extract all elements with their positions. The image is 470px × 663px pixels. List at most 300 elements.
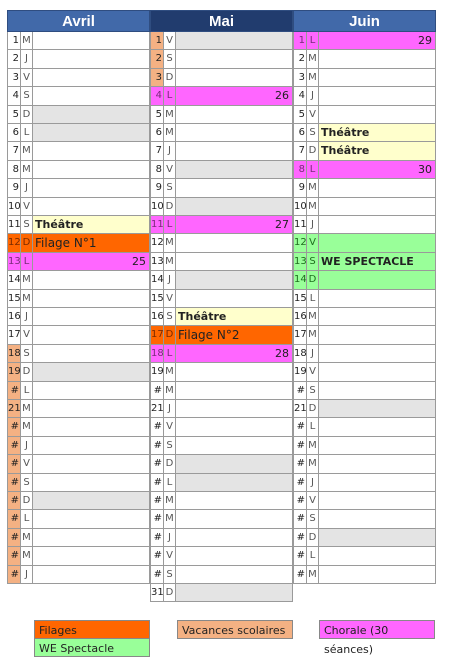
day-row	[7, 253, 150, 271]
day-event-cell	[176, 566, 293, 583]
weekday-letter: M	[21, 142, 33, 159]
day-row	[150, 418, 293, 436]
weekday-letter: D	[164, 198, 176, 215]
day-row	[7, 216, 150, 234]
weekday-letter: M	[21, 32, 33, 49]
day-event-cell	[33, 161, 150, 178]
day-number: #	[293, 492, 307, 509]
day-number: 3	[150, 69, 164, 86]
weekday-letter: S	[307, 253, 319, 270]
day-row	[150, 382, 293, 400]
weekday-letter: L	[307, 547, 319, 564]
weekday-letter: D	[164, 69, 176, 86]
day-number: 11	[293, 216, 307, 233]
event-label: Théâtre	[321, 144, 370, 158]
day-event-cell	[33, 566, 150, 583]
event-label: Théâtre	[35, 218, 84, 231]
weekday-letter: M	[21, 400, 33, 417]
day-event-cell	[176, 198, 293, 215]
day-event-cell	[33, 69, 150, 86]
day-row	[7, 418, 150, 436]
day-row	[150, 400, 293, 418]
day-number: 12	[7, 234, 21, 251]
day-event-cell	[319, 87, 436, 104]
day-event-cell	[319, 50, 436, 67]
day-number: 15	[150, 290, 164, 307]
day-event-cell	[319, 345, 436, 362]
day-event-cell	[319, 400, 436, 417]
day-event-cell	[319, 32, 436, 49]
day-event-cell	[319, 510, 436, 527]
day-number: 21	[293, 400, 307, 417]
day-number: 5	[7, 106, 21, 123]
weekday-letter: L	[21, 124, 33, 141]
day-event-cell	[176, 529, 293, 546]
day-row	[7, 308, 150, 326]
day-event-cell	[33, 308, 150, 325]
day-event-cell	[319, 290, 436, 307]
day-number: #	[150, 382, 164, 399]
day-number: 21	[7, 400, 21, 417]
day-event-cell	[319, 566, 436, 583]
day-event-cell	[319, 492, 436, 509]
day-number: #	[7, 418, 21, 435]
day-number: 16	[293, 308, 307, 325]
day-event-cell	[33, 253, 150, 270]
day-event-cell	[319, 69, 436, 86]
day-number: 2	[7, 50, 21, 67]
day-event-cell	[176, 179, 293, 196]
day-row	[150, 474, 293, 492]
day-row	[7, 161, 150, 179]
weekday-letter: V	[307, 363, 319, 380]
day-number: 10	[150, 198, 164, 215]
day-number: #	[293, 418, 307, 435]
weekday-letter: S	[21, 474, 33, 491]
day-event-cell	[33, 363, 150, 380]
weekday-letter: M	[164, 510, 176, 527]
day-event-cell	[319, 382, 436, 399]
weekday-letter: J	[307, 345, 319, 362]
day-event-cell	[33, 492, 150, 509]
weekday-letter: V	[307, 106, 319, 123]
day-event-cell	[319, 474, 436, 491]
day-number: #	[7, 455, 21, 472]
day-row	[293, 345, 436, 363]
day-row	[293, 87, 436, 105]
day-number: 18	[293, 345, 307, 362]
day-row	[7, 510, 150, 528]
weekday-letter: M	[307, 455, 319, 472]
weekday-letter: M	[21, 271, 33, 288]
day-row	[293, 418, 436, 436]
day-event-cell	[33, 198, 150, 215]
day-number: 1	[150, 32, 164, 49]
day-event-cell	[176, 216, 293, 233]
day-number: #	[150, 547, 164, 564]
weekday-letter: V	[21, 198, 33, 215]
day-number: #	[293, 529, 307, 546]
day-row	[150, 547, 293, 565]
day-row	[293, 547, 436, 565]
day-event-cell	[176, 87, 293, 104]
day-event-cell	[33, 216, 150, 233]
day-row	[293, 179, 436, 197]
weekday-letter: V	[164, 547, 176, 564]
day-event-cell	[33, 547, 150, 564]
day-number: 18	[150, 345, 164, 362]
day-row	[150, 308, 293, 326]
day-number: #	[7, 492, 21, 509]
day-row	[150, 437, 293, 455]
month-header: Juin	[293, 10, 436, 32]
day-row	[150, 179, 293, 197]
weekday-letter: D	[307, 142, 319, 159]
day-row	[7, 32, 150, 50]
day-number: 4	[7, 87, 21, 104]
weekday-letter: S	[307, 124, 319, 141]
weekday-letter: D	[307, 400, 319, 417]
day-row	[293, 216, 436, 234]
day-event-cell	[176, 547, 293, 564]
day-number: 9	[150, 179, 164, 196]
day-number: 11	[150, 216, 164, 233]
weekday-letter: L	[307, 418, 319, 435]
day-event-cell	[33, 124, 150, 141]
weekday-letter: M	[21, 529, 33, 546]
chorale-session-number: 30	[418, 162, 432, 176]
weekday-letter: V	[21, 326, 33, 343]
day-number: 18	[7, 345, 21, 362]
day-event-cell	[176, 32, 293, 49]
day-number: #	[7, 474, 21, 491]
day-number: 8	[150, 161, 164, 178]
weekday-letter: J	[164, 529, 176, 546]
day-event-cell	[319, 161, 436, 178]
day-row	[293, 69, 436, 87]
month-column-mai	[150, 10, 293, 598]
day-row	[150, 326, 293, 344]
day-row	[7, 234, 150, 252]
day-row	[7, 290, 150, 308]
weekday-letter: L	[307, 161, 319, 178]
event-label: Filage N°1	[35, 236, 97, 251]
day-number: 6	[150, 124, 164, 141]
day-event-cell	[33, 234, 150, 251]
day-number: #	[150, 492, 164, 509]
day-event-cell	[319, 308, 436, 325]
day-number: 1	[7, 32, 21, 49]
day-number: 4	[293, 87, 307, 104]
day-number: #	[150, 510, 164, 527]
day-row	[293, 382, 436, 400]
day-event-cell	[33, 142, 150, 159]
day-event-cell	[33, 326, 150, 343]
day-number: 2	[150, 50, 164, 67]
day-event-cell	[33, 529, 150, 546]
day-row	[150, 290, 293, 308]
day-number: #	[7, 547, 21, 564]
day-row	[7, 69, 150, 87]
day-event-cell	[33, 418, 150, 435]
weekday-letter: S	[164, 179, 176, 196]
day-row	[150, 161, 293, 179]
weekday-letter: M	[164, 124, 176, 141]
weekday-letter: L	[164, 345, 176, 362]
day-number: 31	[150, 584, 164, 601]
month-header: Mai	[150, 10, 293, 32]
legend-chorale: Chorale (30 séances)	[319, 620, 435, 639]
weekday-letter: J	[21, 308, 33, 325]
weekday-letter: S	[164, 566, 176, 583]
day-row	[150, 216, 293, 234]
day-event-cell	[319, 363, 436, 380]
day-event-cell	[176, 308, 293, 325]
day-row	[293, 437, 436, 455]
day-row	[293, 492, 436, 510]
weekday-letter: J	[307, 87, 319, 104]
day-number: 6	[7, 124, 21, 141]
day-row	[293, 326, 436, 344]
weekday-letter: M	[164, 363, 176, 380]
day-row	[150, 142, 293, 160]
day-row	[293, 142, 436, 160]
day-number: 3	[293, 69, 307, 86]
month-header: Avril	[7, 10, 150, 32]
day-row	[150, 492, 293, 510]
day-event-cell	[319, 142, 436, 159]
weekday-letter: L	[164, 87, 176, 104]
weekday-letter: M	[307, 50, 319, 67]
day-number: 5	[150, 106, 164, 123]
day-row	[150, 584, 293, 602]
weekday-letter: M	[21, 290, 33, 307]
weekday-letter: J	[164, 271, 176, 288]
day-number: 1	[293, 32, 307, 49]
day-row	[293, 161, 436, 179]
weekday-letter: V	[307, 492, 319, 509]
weekday-letter: V	[307, 234, 319, 251]
day-event-cell	[176, 271, 293, 288]
day-number: #	[293, 510, 307, 527]
day-number: #	[293, 437, 307, 454]
day-row	[7, 400, 150, 418]
day-event-cell	[33, 400, 150, 417]
day-row	[7, 326, 150, 344]
day-row	[150, 69, 293, 87]
day-number: 3	[7, 69, 21, 86]
weekday-letter: M	[21, 547, 33, 564]
day-number: 13	[293, 253, 307, 270]
day-row	[293, 363, 436, 381]
weekday-letter: M	[164, 382, 176, 399]
day-event-cell	[176, 290, 293, 307]
day-event-cell	[176, 253, 293, 270]
day-event-cell	[319, 529, 436, 546]
day-event-cell	[176, 106, 293, 123]
weekday-letter: M	[164, 253, 176, 270]
weekday-letter: D	[164, 455, 176, 472]
weekday-letter: J	[21, 437, 33, 454]
day-row	[293, 124, 436, 142]
day-number: 17	[293, 326, 307, 343]
day-row	[293, 400, 436, 418]
day-row	[293, 234, 436, 252]
day-number: 12	[150, 234, 164, 251]
day-event-cell	[319, 179, 436, 196]
day-event-cell	[319, 124, 436, 141]
day-number: 17	[7, 326, 21, 343]
day-row	[7, 271, 150, 289]
day-row	[7, 124, 150, 142]
day-number: 9	[7, 179, 21, 196]
day-number: 14	[293, 271, 307, 288]
day-number: #	[150, 455, 164, 472]
day-event-cell	[176, 455, 293, 472]
weekday-letter: D	[21, 234, 33, 251]
weekday-letter: S	[164, 50, 176, 67]
day-number: #	[150, 418, 164, 435]
weekday-letter: M	[307, 179, 319, 196]
weekday-letter: D	[307, 271, 319, 288]
day-row	[293, 455, 436, 473]
chorale-session-number: 28	[275, 346, 289, 360]
day-number: #	[150, 529, 164, 546]
day-event-cell	[33, 437, 150, 454]
weekday-letter: M	[307, 198, 319, 215]
day-event-cell	[319, 234, 436, 251]
day-row	[7, 474, 150, 492]
day-row	[7, 529, 150, 547]
weekday-letter: J	[21, 50, 33, 67]
day-event-cell	[33, 455, 150, 472]
day-row	[293, 510, 436, 528]
day-row	[293, 308, 436, 326]
day-event-cell	[319, 418, 436, 435]
weekday-letter: S	[307, 510, 319, 527]
day-event-cell	[319, 253, 436, 270]
day-number: #	[150, 437, 164, 454]
day-row	[293, 271, 436, 289]
day-row	[293, 198, 436, 216]
weekday-letter: M	[307, 69, 319, 86]
weekday-letter: S	[164, 308, 176, 325]
day-event-cell	[33, 50, 150, 67]
day-number: 10	[293, 198, 307, 215]
day-event-cell	[319, 216, 436, 233]
weekday-letter: M	[307, 326, 319, 343]
day-event-cell	[176, 492, 293, 509]
day-number: 14	[150, 271, 164, 288]
day-row	[293, 106, 436, 124]
day-number: 15	[293, 290, 307, 307]
day-row	[150, 87, 293, 105]
day-row	[293, 566, 436, 584]
weekday-letter: M	[21, 418, 33, 435]
day-row	[150, 124, 293, 142]
day-row	[150, 566, 293, 584]
day-row	[7, 106, 150, 124]
day-row	[293, 50, 436, 68]
day-number: #	[293, 474, 307, 491]
weekday-letter: S	[164, 437, 176, 454]
weekday-letter: L	[21, 253, 33, 270]
day-event-cell	[319, 455, 436, 472]
day-number: #	[293, 382, 307, 399]
day-row	[7, 437, 150, 455]
day-row	[150, 234, 293, 252]
day-number: 11	[7, 216, 21, 233]
day-row	[7, 455, 150, 473]
day-row	[150, 363, 293, 381]
day-number: #	[7, 510, 21, 527]
day-number: 12	[293, 234, 307, 251]
day-row	[150, 271, 293, 289]
day-row	[7, 198, 150, 216]
day-row	[150, 345, 293, 363]
day-event-cell	[33, 382, 150, 399]
day-event-cell	[319, 437, 436, 454]
weekday-letter: J	[307, 474, 319, 491]
weekday-letter: J	[21, 179, 33, 196]
weekday-letter: L	[21, 510, 33, 527]
day-row	[150, 455, 293, 473]
weekday-letter: V	[164, 32, 176, 49]
day-event-cell	[176, 418, 293, 435]
day-event-cell	[33, 32, 150, 49]
weekday-letter: L	[307, 290, 319, 307]
day-number: #	[7, 566, 21, 583]
weekday-letter: M	[307, 437, 319, 454]
day-row	[150, 510, 293, 528]
weekday-letter: M	[21, 161, 33, 178]
day-event-cell	[176, 69, 293, 86]
weekday-letter: L	[164, 474, 176, 491]
weekday-letter: J	[164, 400, 176, 417]
day-number: 14	[7, 271, 21, 288]
chorale-session-number: 27	[275, 218, 289, 231]
day-row	[293, 290, 436, 308]
day-number: 5	[293, 106, 307, 123]
day-number: 19	[7, 363, 21, 380]
weekday-letter: S	[21, 345, 33, 362]
day-event-cell	[319, 198, 436, 215]
day-number: #	[7, 382, 21, 399]
weekday-letter: J	[164, 142, 176, 159]
day-event-cell	[176, 584, 293, 601]
weekday-letter: S	[21, 87, 33, 104]
month-column-juin	[293, 10, 436, 580]
day-row	[7, 547, 150, 565]
day-event-cell	[319, 326, 436, 343]
weekday-letter: M	[164, 234, 176, 251]
day-number: #	[150, 474, 164, 491]
day-row	[150, 529, 293, 547]
day-row	[150, 198, 293, 216]
day-event-cell	[176, 234, 293, 251]
weekday-letter: D	[164, 326, 176, 343]
day-row	[293, 253, 436, 271]
day-event-cell	[33, 271, 150, 288]
weekday-letter: J	[307, 216, 319, 233]
day-row	[150, 106, 293, 124]
day-event-cell	[176, 142, 293, 159]
weekday-letter: M	[307, 566, 319, 583]
day-number: 4	[150, 87, 164, 104]
day-number: 13	[7, 253, 21, 270]
day-event-cell	[319, 271, 436, 288]
day-number: #	[293, 566, 307, 583]
